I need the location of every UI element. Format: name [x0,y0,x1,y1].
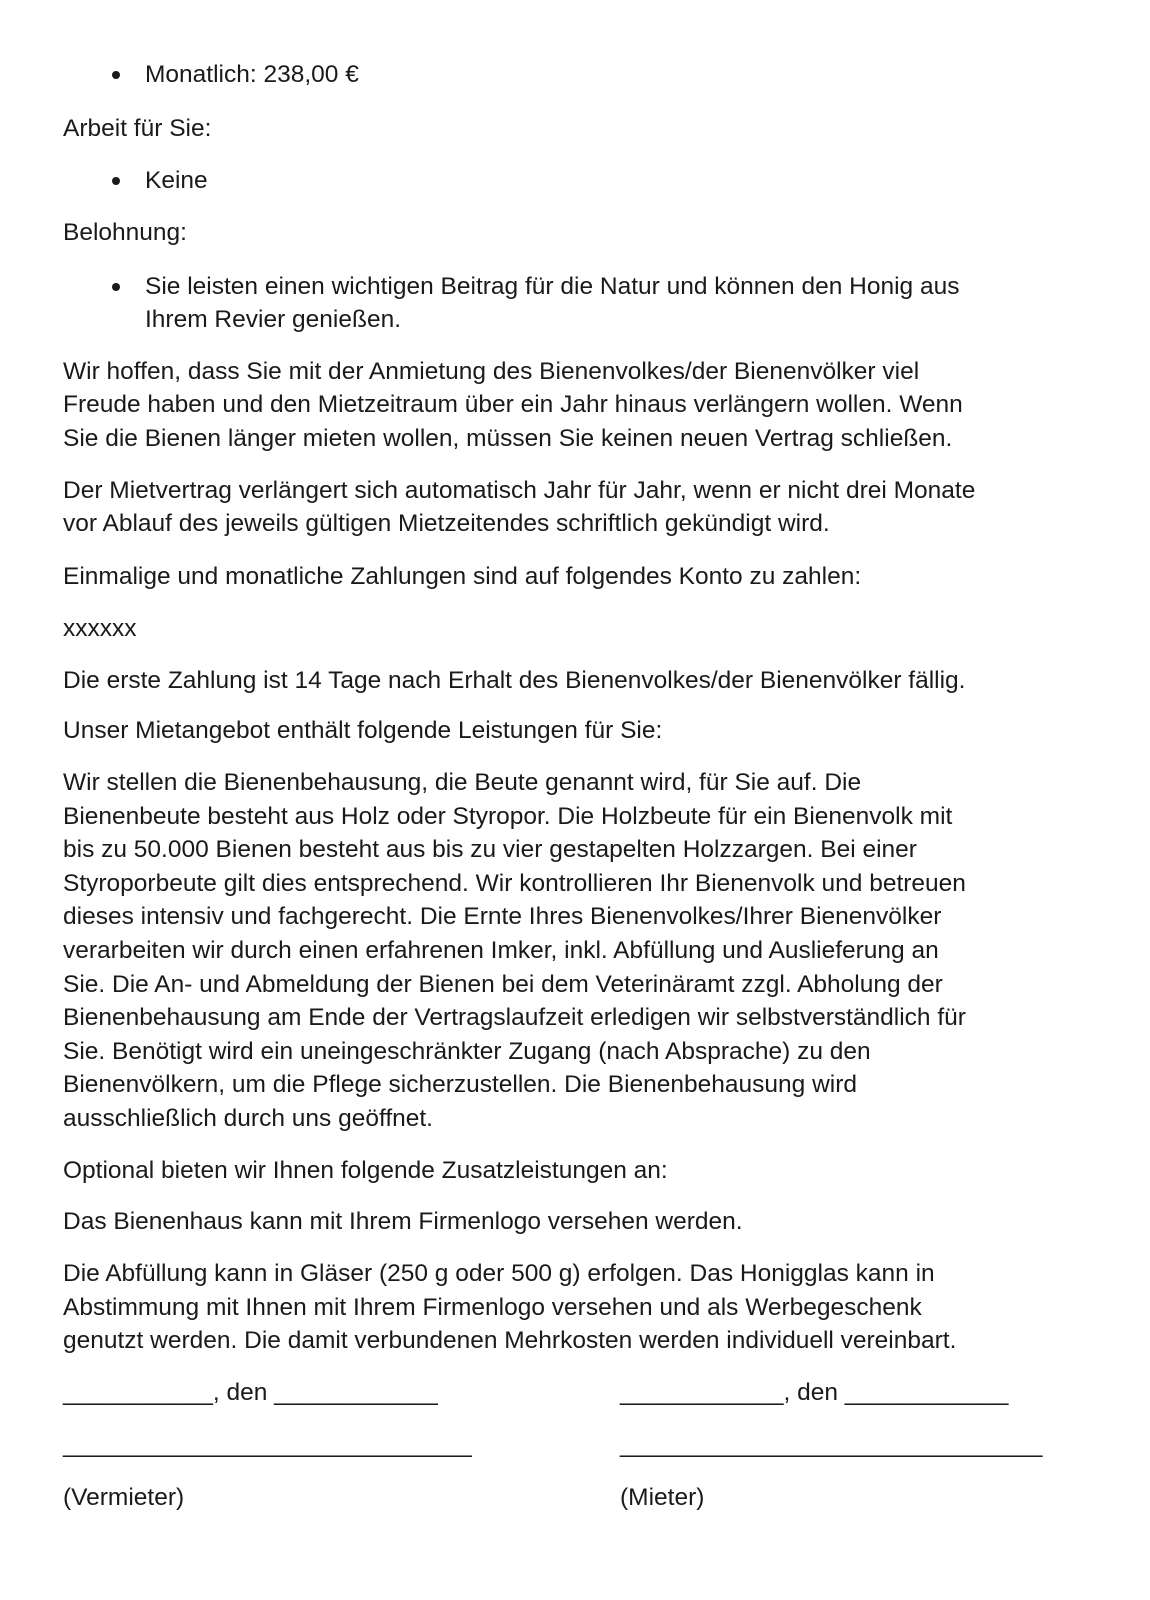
renewal-line: Der Mietvertrag verlängert sich automatisch Jahr für Jahr, wenn er nicht drei Monate [63,477,976,504]
landlord-role: (Vermieter) [63,1484,185,1511]
landlord-place-date: ___________, den ____________ [63,1379,438,1406]
monthly-price: Monatlich: 238,00 € [145,61,359,88]
account-number: xxxxxx [63,615,137,642]
bullet-icon [112,71,120,79]
filling-line: Abstimmung mit Ihnen mit Ihrem Firmenlogo versehen und als Werbegeschenk [63,1294,922,1321]
optional-intro: Optional bieten wir Ihnen folgende Zusatzleistungen an: [63,1157,668,1184]
services-line: Styroporbeute gilt dies entsprechend. Wir kontrollieren Ihr Bienenvolk und betreuen [63,870,966,897]
hope-line: Freude haben und den Mietzeitraum über ein Jahr hinaus verlängern wollen. Wenn [63,391,963,418]
landlord-signature-line: ______________________________ [63,1431,472,1458]
hope-line: Sie die Bienen länger mieten wollen, müssen Sie keinen neuen Vertrag schließen. [63,425,953,452]
first-payment-text: Die erste Zahlung ist 14 Tage nach Erhalt des Bienenvolkes/der Bienenvölker fällig. [63,667,966,694]
services-line: ausschließlich durch uns geöffnet. [63,1105,433,1132]
services-line: dieses intensiv und fachgerecht. Die Ernte Ihres Bienenvolkes/Ihrer Bienenvölker [63,903,942,930]
reward-label: Belohnung: [63,219,187,246]
hope-line: Wir hoffen, dass Sie mit der Anmietung des Bienenvolkes/der Bienenvölker viel [63,358,920,385]
services-line: Bienenbeute besteht aus Holz oder Styropor. Die Holzbeute für ein Bienenvolk mit [63,803,953,830]
logo-text: Das Bienenhaus kann mit Ihrem Firmenlogo versehen werden. [63,1208,743,1235]
renewal-line: vor Ablauf des jeweils gültigen Mietzeitendes schriftlich gekündigt wird. [63,510,830,537]
tenant-signature-line: _______________________________ [620,1431,1043,1458]
tenant-place-date: ____________, den ____________ [620,1379,1009,1406]
services-line: Wir stellen die Bienenbehausung, die Beute genannt wird, für Sie auf. Die [63,769,862,796]
work-label: Arbeit für Sie: [63,115,212,142]
reward-line: Sie leisten einen wichtigen Beitrag für die Natur und können den Honig aus [145,273,960,300]
filling-line: Die Abfüllung kann in Gläser (250 g oder 500 g) erfolgen. Das Honigglas kann in [63,1260,935,1287]
services-line: Bienenbehausung am Ende der Vertragslaufzeit erledigen wir selbstverständlich für [63,1004,966,1031]
bullet-icon [112,283,120,291]
services-line: Sie. Die An- und Abmeldung der Bienen bei dem Veterinäramt zzgl. Abholung der [63,971,943,998]
services-line: verarbeiten wir durch einen erfahrenen Imker, inkl. Abfüllung und Auslieferung an [63,937,939,964]
services-line: Sie. Benötigt wird ein uneingeschränkter Zugang (nach Absprache) zu den [63,1038,871,1065]
bullet-icon [112,177,120,185]
services-line: bis zu 50.000 Bienen besteht aus bis zu vier gestapelten Holzzargen. Bei einer [63,836,917,863]
payment-text: Einmalige und monatliche Zahlungen sind auf folgendes Konto zu zahlen: [63,563,862,590]
reward-line: Ihrem Revier genießen. [145,306,402,333]
filling-line: genutzt werden. Die damit verbundenen Mehrkosten werden individuell vereinbart. [63,1327,957,1354]
services-line: Bienenvölkern, um die Pflege sicherzustellen. Die Bienenbehausung wird [63,1071,858,1098]
services-intro: Unser Mietangebot enthält folgende Leistungen für Sie: [63,717,663,744]
tenant-role: (Mieter) [620,1484,705,1511]
work-item: Keine [145,167,208,194]
